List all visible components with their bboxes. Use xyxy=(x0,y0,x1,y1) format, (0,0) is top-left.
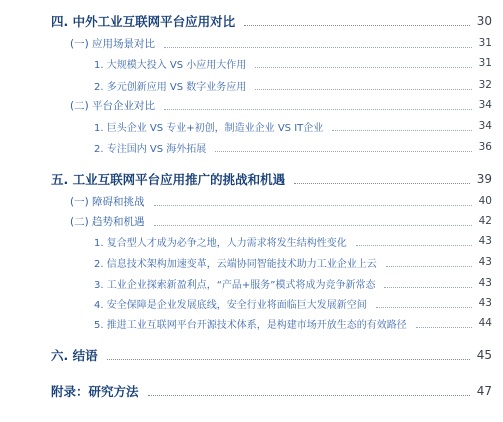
toc-entry-title: (一) 应用场景对比 xyxy=(70,36,159,51)
toc-entry-title: 2. 信息技术架构加速变革，云端协同智能技术助力工业企业上云 xyxy=(94,255,381,270)
toc-entry-section-4-2[interactable] xyxy=(0,95,503,115)
toc-page-number: 39 xyxy=(476,172,492,186)
toc-entry-title: 四. 中外工业互联网平台应用对比 xyxy=(51,12,239,30)
toc-page-number: 30 xyxy=(476,14,492,28)
toc-page-number: 36 xyxy=(478,141,492,153)
toc-entry-section-5-2-3[interactable] xyxy=(0,273,503,293)
toc-entry-title: 4. 安全保障是企业发展底线，安全行业将面临巨大发展新空间 xyxy=(94,296,371,311)
toc-entry-section-5-2[interactable] xyxy=(0,211,503,231)
toc-entry-title: 1. 复合型人才成为必争之地，人力需求将发生结构性变化 xyxy=(94,234,351,249)
toc-entry-title: 3. 工业企业探索新盈利点，“产品+服务”模式将成为竞争新常态 xyxy=(94,276,379,291)
toc-entry-title: 1. 大规模大投入 VS 小应用大作用 xyxy=(94,56,250,71)
toc-page-number: 43 xyxy=(478,277,492,289)
toc-leader-dots xyxy=(164,47,472,48)
toc-entry-section-5-2-1[interactable] xyxy=(0,231,503,251)
toc-leader-dots xyxy=(244,25,470,26)
toc-leader-dots xyxy=(416,327,472,328)
toc-entry-title: 五. 工业互联网平台应用推广的挑战和机遇 xyxy=(51,170,289,188)
toc-leader-dots xyxy=(356,245,472,246)
toc-page-number: 47 xyxy=(476,384,492,398)
toc-page-number: 31 xyxy=(478,57,492,69)
toc-entry-section-5-2-4[interactable] xyxy=(0,293,503,313)
toc-leader-dots xyxy=(332,130,471,131)
toc-entry-title: 5. 推进工业互联网平台开源技术体系，是构建市场开放生态的有效路径 xyxy=(94,316,411,331)
toc-page-number: 43 xyxy=(478,235,492,247)
toc-page-number: 40 xyxy=(478,195,492,207)
toc-page-number: 32 xyxy=(478,79,492,91)
toc-entry-title: (二) 平台企业对比 xyxy=(70,98,159,113)
toc-leader-dots xyxy=(107,359,470,360)
toc-leader-dots xyxy=(154,205,472,206)
toc-entry-section-4-1[interactable] xyxy=(0,33,503,53)
toc-entry-title: (一) 障碍和挑战 xyxy=(70,194,149,209)
toc-page-number: 45 xyxy=(476,348,492,362)
toc-entry-section-4-1-1[interactable] xyxy=(0,53,503,73)
toc-page-number: 44 xyxy=(478,317,492,329)
toc-entry-section-4-1-2[interactable] xyxy=(0,75,503,95)
toc-entry-section-5-1[interactable] xyxy=(0,191,503,211)
toc-leader-dots xyxy=(386,266,472,267)
toc-entry-title: (二) 趋势和机遇 xyxy=(70,214,149,229)
toc-leader-dots xyxy=(376,307,472,308)
toc-entry-appendix[interactable] xyxy=(0,381,503,401)
toc-page-number: 34 xyxy=(478,120,492,132)
toc-entry-title: 1. 巨头企业 VS 专业+初创，制造业企业 VS IT企业 xyxy=(94,119,327,134)
toc-entry-title: 附录：研究方法 xyxy=(51,382,143,400)
toc-entry-section-5-2-5[interactable] xyxy=(0,313,503,333)
toc-entry-section-4-2-1[interactable] xyxy=(0,116,503,136)
toc-entry-section-5[interactable] xyxy=(0,169,503,189)
toc-leader-dots xyxy=(215,151,471,152)
toc-leader-dots xyxy=(384,287,471,288)
toc-entry-title: 2. 专注国内 VS 海外拓展 xyxy=(94,140,210,155)
toc-leader-dots xyxy=(164,109,472,110)
toc-entry-section-4-2-2[interactable] xyxy=(0,137,503,157)
toc-entry-title: 六. 结语 xyxy=(51,346,102,364)
toc-page-number: 42 xyxy=(478,215,492,227)
toc-page-number: 34 xyxy=(478,99,492,111)
toc-leader-dots xyxy=(255,89,471,90)
toc-leader-dots xyxy=(148,395,470,396)
toc-leader-dots xyxy=(294,183,470,184)
toc-entry-title: 2. 多元创新应用 VS 数字业务应用 xyxy=(94,78,250,93)
toc-page-number: 43 xyxy=(478,297,492,309)
toc-entry-section-5-2-2[interactable] xyxy=(0,252,503,272)
toc-entry-section-6[interactable] xyxy=(0,345,503,365)
toc-page-number: 31 xyxy=(478,37,492,49)
toc-leader-dots xyxy=(154,225,472,226)
toc-page-number: 43 xyxy=(478,256,492,268)
toc-entry-section-4[interactable] xyxy=(0,11,503,31)
toc-leader-dots xyxy=(255,67,471,68)
